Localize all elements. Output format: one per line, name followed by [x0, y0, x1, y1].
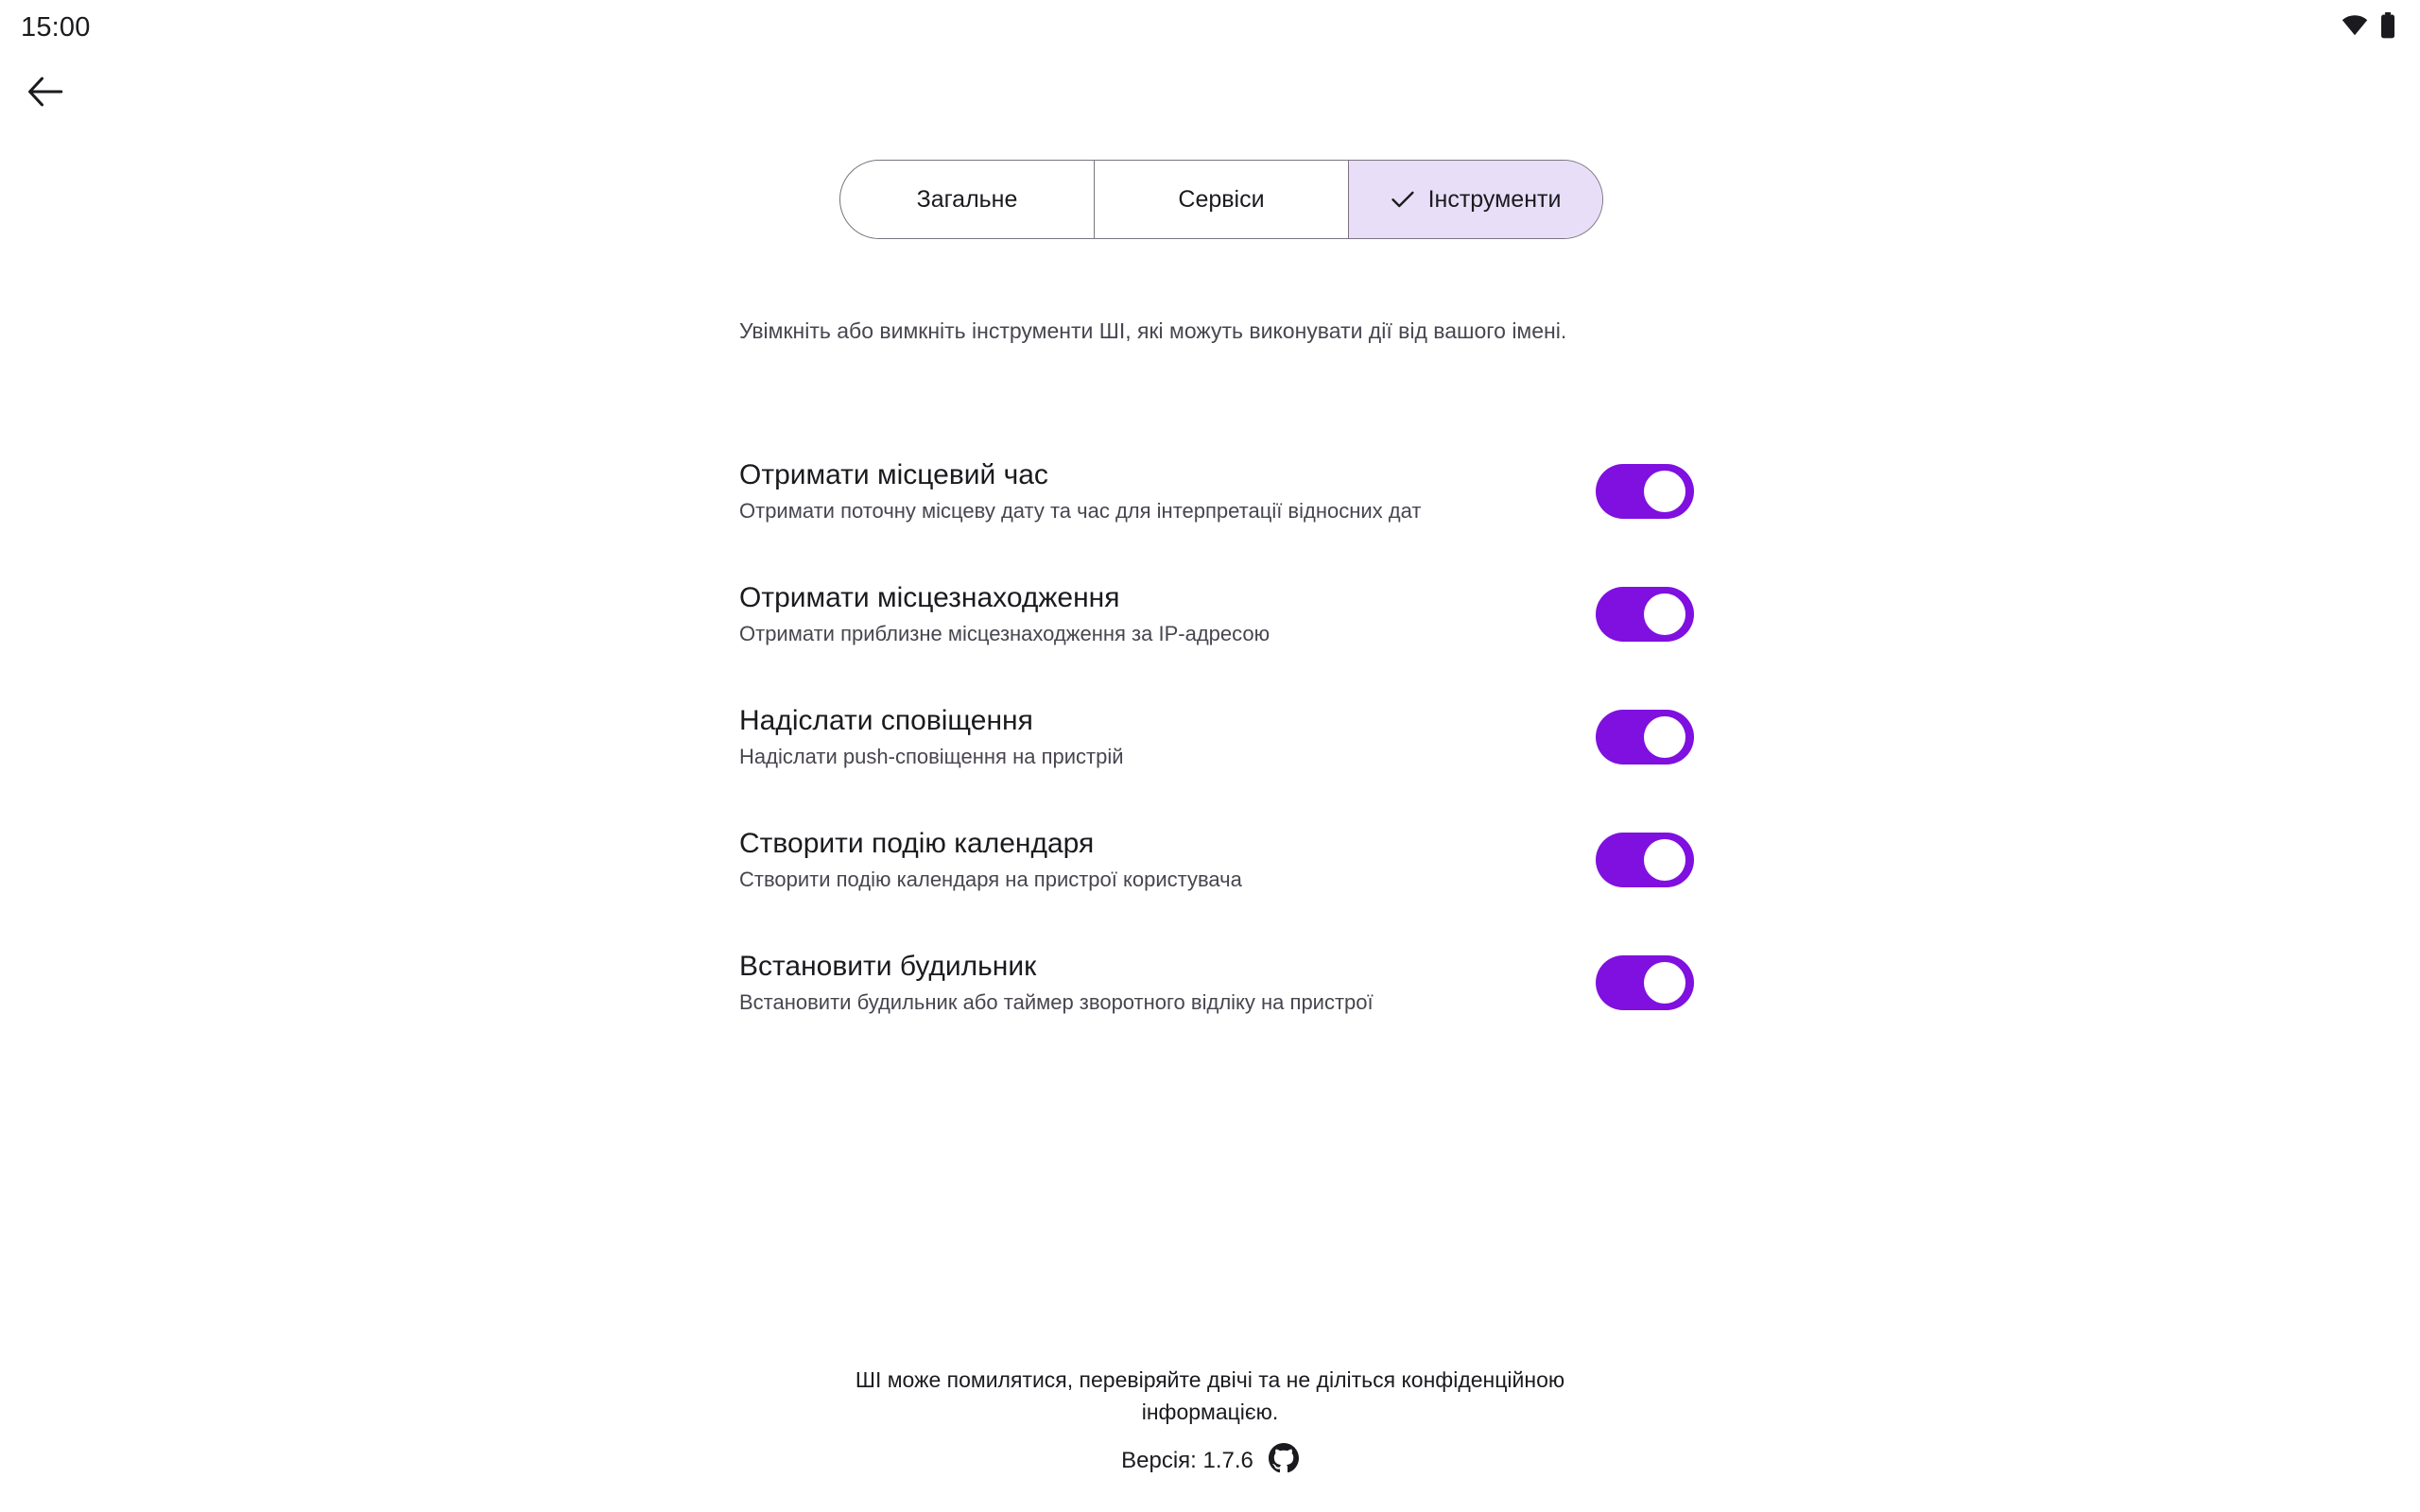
toggle-calendar-event[interactable]: [1596, 833, 1694, 887]
tool-title: Отримати місцезнаходження: [739, 581, 1120, 613]
toggle-knob: [1644, 593, 1685, 635]
tool-title: Отримати місцевий час: [739, 458, 1048, 490]
toggle-alarm[interactable]: [1596, 955, 1694, 1010]
tool-subtitle: Створити подію календаря на пристрої користувача: [739, 868, 1242, 892]
toggle-local-time[interactable]: [1596, 464, 1694, 519]
tool-row-notification: [739, 676, 1694, 799]
check-icon: [1391, 190, 1415, 209]
tool-row-local-time: [739, 430, 1694, 553]
tab-tools[interactable]: [1349, 161, 1602, 238]
toggle-knob: [1644, 716, 1685, 758]
arrow-left-icon: [27, 77, 63, 110]
footer: [0, 1365, 2420, 1478]
tab-tools-label: Інструменти: [1427, 185, 1562, 213]
status-icons: [2341, 12, 2395, 43]
back-button[interactable]: [15, 62, 76, 123]
status-bar: [0, 0, 2420, 55]
toggle-knob: [1644, 839, 1685, 881]
battery-icon: [2380, 12, 2395, 43]
app-version: Версія: 1.7.6: [1121, 1447, 1253, 1473]
tool-text: [739, 949, 1374, 1017]
tool-row-alarm: [739, 921, 1694, 1044]
tool-text: [739, 580, 1270, 648]
tool-text: [739, 457, 1421, 525]
tab-general-label: Загальне: [916, 185, 1018, 213]
tab-general[interactable]: [840, 161, 1095, 238]
tool-title: Створити подію календаря: [739, 827, 1095, 859]
wifi-icon: [2341, 14, 2369, 42]
toggle-notification[interactable]: [1596, 710, 1694, 765]
settings-tabs[interactable]: [839, 160, 1603, 239]
tool-subtitle: Встановити будильник або таймер зворотного відліку на пристрої: [739, 990, 1374, 1015]
tools-description: Увімкніть або вимкніть інструменти ШІ, які можуть виконувати дії від вашого імені.: [739, 318, 1567, 343]
tool-text: [739, 826, 1242, 894]
tools-list: [739, 430, 1694, 1044]
tool-text: [739, 703, 1124, 771]
github-icon[interactable]: [1269, 1443, 1299, 1478]
tool-row-location: [739, 553, 1694, 676]
toggle-knob: [1644, 471, 1685, 512]
tab-services[interactable]: [1095, 161, 1349, 238]
version-row: [0, 1443, 2420, 1478]
ai-disclaimer: ШІ може помилятися, перевіряйте двічі та не діліться конфіденційною інформацією.: [855, 1367, 1565, 1424]
tool-row-calendar-event: [739, 799, 1694, 921]
tab-services-label: Сервіси: [1178, 185, 1265, 213]
tool-subtitle: Надіслати push-сповіщення на пристрій: [739, 745, 1124, 769]
tool-subtitle: Отримати поточну місцеву дату та час для інтерпретації відносних дат: [739, 499, 1422, 524]
tool-subtitle: Отримати приблизне місцезнаходження за IP-адресою: [739, 622, 1270, 646]
toggle-location[interactable]: [1596, 587, 1694, 642]
tool-title: Встановити будильник: [739, 950, 1037, 982]
toggle-knob: [1644, 962, 1685, 1004]
tool-title: Надіслати сповіщення: [739, 704, 1033, 736]
status-clock: 15:00: [21, 11, 91, 43]
